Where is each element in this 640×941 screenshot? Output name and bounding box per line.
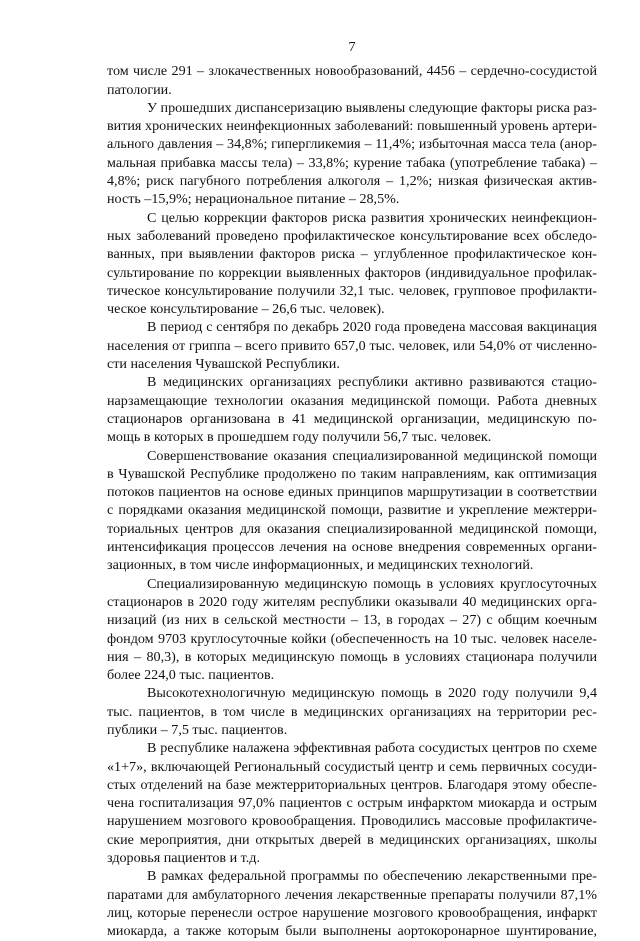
page-number: 7: [348, 39, 356, 55]
paragraph: В рамках федеральной программы по обеспечению лекарственными препаратами для амбулаторного лечения лекарственные препараты получили 87,1% лиц, которые перенесли острое нарушение мозгового кровообращения, инфаркт миокарда, а также которым были выполнены аортокоронарное шунтирование,: [107, 868, 597, 940]
paragraph: У прошедших диспансеризацию выявлены следующие факторы риска развития хронических неинфекционных заболеваний: повышенный уровень артериального давления – 34,8%; гипергликемия – 11,4%; избыточная масса тела (анормальная прибавка массы тела) – 33,8%; курение табака (употребление табака) – 4,8%; риск пагубного потребления алкоголя – 1,2%; низкая физическая активность –15,9%; нерациональное питание – 28,5%.: [107, 99, 597, 208]
paragraph: В период с сентября по декабрь 2020 года проведена массовая вакцинация населения от гриппа – всего привито 657,0 тыс. человек, или 54,0% от численности населения Чувашской Республики.: [107, 319, 597, 373]
paragraph: Специализированную медицинскую помощь в условиях круглосуточных стационаров в 2020 году жителям республики оказывали 40 медицинских организаций (из них в сельской местности – 13, в городах – 27) с общим коечным фондом 9703 круглосуточные койки (обеспеченность на 10 тыс. человек населения – 80,3), в которых медицинскую помощь в условиях стационара получили более 224,0 тыс. пациентов.: [107, 575, 597, 684]
paragraph: В медицинских организациях республики активно развиваются стационарзамещающие технологии оказания медицинской помощи. Работа дневных стационаров организована в 41 медицинской организации, медицинскую помощь в которых в прошедшем году получили 56,7 тыс. человек.: [107, 374, 597, 446]
paragraph: Высокотехнологичную медицинскую помощь в 2020 году получили 9,4 тыс. пациентов, в том числе в медицинских организациях на территории республики – 7,5 тыс. пациентов.: [107, 685, 597, 738]
paragraph: В республике налажена эффективная работа сосудистых центров по схеме «1+7», включающей Региональный сосудистый центр и семь первичных сосудистых отделений на базе межтерриториальных центров. Благодаря этому обеспечена госпитализация 97,0% пациентов с острым инфарктом миокарда и острым нарушением мозгового кровообращения. Проводились массовые профилактические мероприятия, дни открытых дверей в медицинских организациях, школы здоровья пациентов и т.д.: [107, 740, 597, 867]
document-page: [107, 38, 597, 941]
paragraph: Совершенствование оказания специализированной медицинской помощи в Чувашской Республике продолжено по таким направлениям, как оптимизация потоков пациентов на основе единых принципов маршрутизации в соответствии с порядками оказания медицинской помощи, развитие и укрепление межтерриториальных центров для оказания специализированной медицинской помощи, интенсификация процессов лечения на основе внедрения современных организационных, в том числе информационных, и медицинских технологий.: [107, 447, 597, 574]
paragraph: том числе 291 – злокачественных новообразований, 4456 – сердечно-сосудистой патологии.: [107, 63, 597, 98]
paragraph: С целью коррекции факторов риска развития хронических неинфекционных заболеваний проведено профилактическое консультирование всех обследованных, при выявлении факторов риска – углубленное профилактическое консультирование по коррекции выявленных факторов (индивидуальное профилактическое консультирование получили 32,1 тыс. человек, групповое профилактическое консультирование – 26,6 тыс. человек).: [107, 209, 597, 318]
